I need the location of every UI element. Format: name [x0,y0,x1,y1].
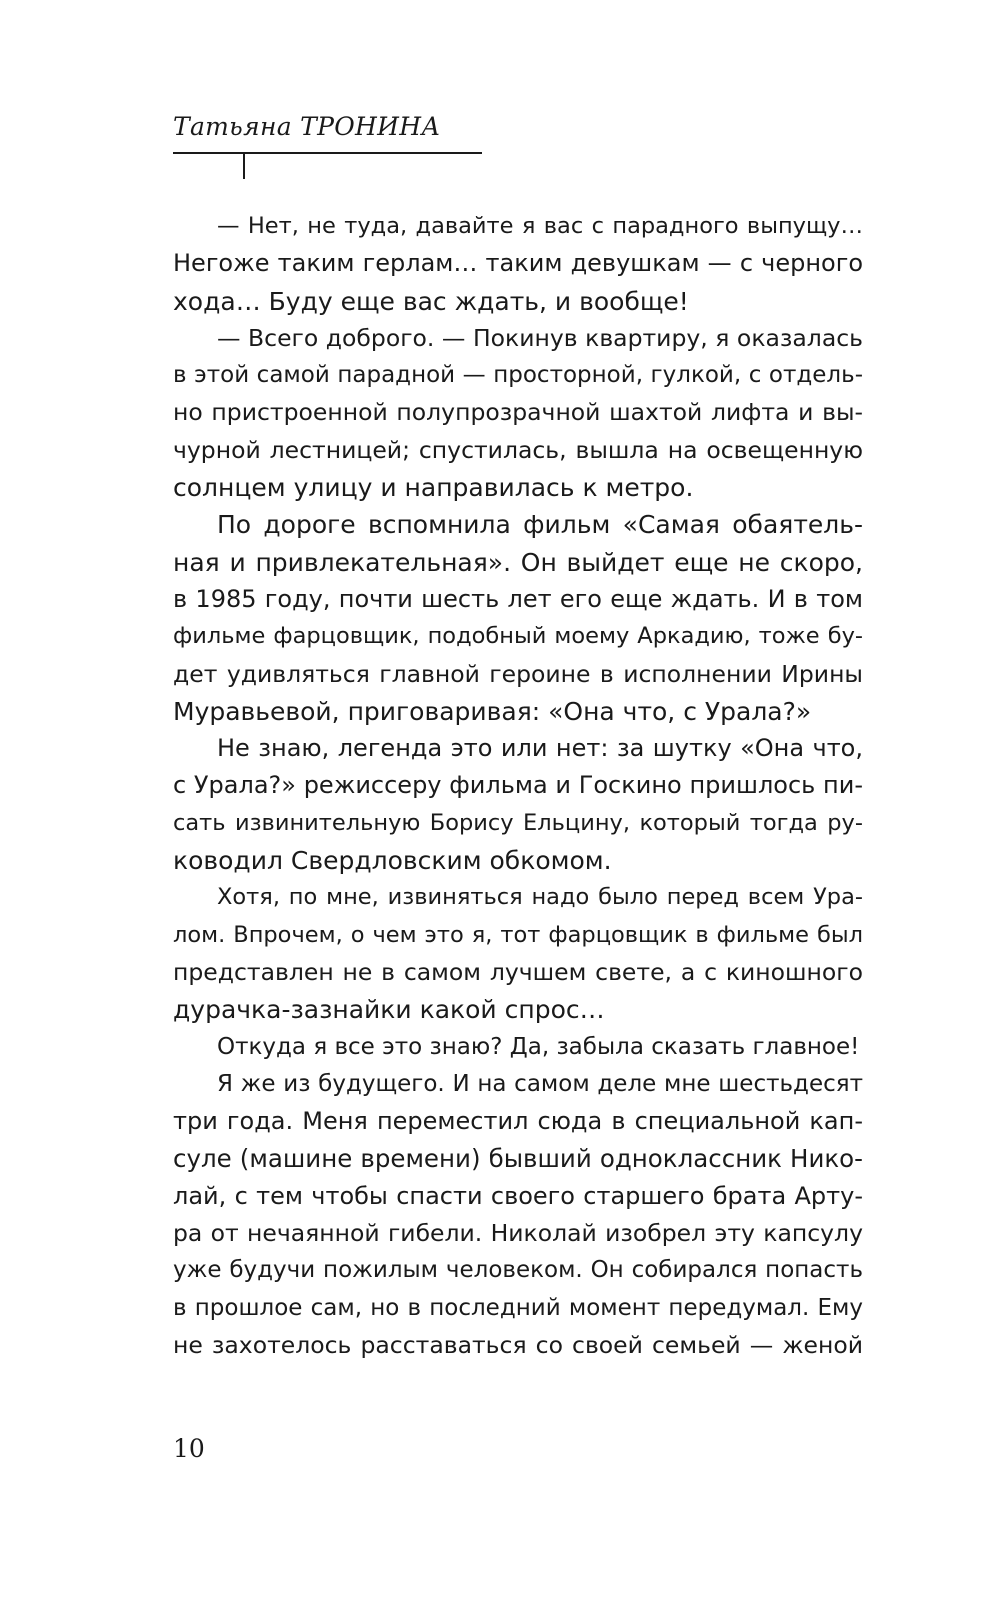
text-line: в этой самой парадной — просторной, гулкой, с отдель- [173,362,863,389]
text-line: солнцем улицу и направилась к метро. [173,473,694,503]
text-line: в прошлое сам, но в последний момент передумал. Ему [173,1294,863,1321]
text-line: чурной лестницей; спустилась, вышла на освещенную [173,435,863,464]
header-rule-tick [243,153,245,179]
text-line: с Урала?» режиссеру фильма и Госкино пришлось пи- [173,771,863,800]
text-line: суле (машине времени) бывший одноклассник Нико- [173,1144,863,1174]
text-line: — Всего доброго. — Покинув квартиру, я оказалась [217,323,863,352]
page-number: 10 [173,1434,205,1463]
text-line: уже будучи пожилым человеком. Он собирался попасть [173,1257,863,1284]
text-line: По дороге вспомнила фильм «Самая обаятель- [217,510,863,540]
text-line: хода… Буду еще вас ждать, и вообще! [173,286,689,316]
text-line: представлен не в самом лучшем свете, а с киношного [173,957,863,986]
text-line: в 1985 году, почти шесть лет его еще ждать. И в том [173,584,863,613]
text-line: Не знаю, легенда это или нет: за шутку «Она что, [217,734,863,763]
text-line: лай, с тем чтобы спасти своего старшего брата Арту- [173,1181,863,1210]
text-line: Я же из будущего. И на самом деле мне шестьдесят [217,1070,863,1097]
text-line: дет удивляться главной героине в исполнении Ирины [173,659,863,688]
text-line: сать извинительную Борису Ельцину, который тогда ру- [173,809,863,836]
running-head: Татьяна ТРОНИНА [173,112,441,141]
text-line: фильме фарцовщик, подобный моему Аркадию, тоже бу- [173,623,863,650]
text-line: — Нет, не туда, давайте я вас с парадного выпущу… [217,213,863,239]
text-line: ра от нечаянной гибели. Николай изобрел эту капсулу [173,1219,863,1248]
text-line: Негоже таким герлам… таким девушкам — с черного [173,249,863,278]
text-line: не захотелось расставаться со своей семьей — женой [173,1330,863,1359]
text-line: ная и привлекательная». Он выйдет еще не скоро, [173,547,863,577]
text-line: Откуда я все это знаю? Да, забыла сказать главное! [217,1033,860,1060]
body-text [173,208,863,1364]
text-line: три года. Меня переместил сюда в специальной кап- [173,1107,863,1136]
text-line: но пристроенной полупрозрачной шахтой лифта и вы- [173,398,863,427]
text-line: дурачка-зазнайки какой спрос… [173,995,605,1025]
header-rule [173,152,482,154]
text-line: ководил Свердловским обкомом. [173,846,612,876]
text-line: Хотя, по мне, извиняться надо было перед всем Ура- [217,884,863,911]
text-line: Муравьевой, приговаривая: «Она что, с Урала?» [173,696,812,726]
text-line: лом. Впрочем, о чем это я, тот фарцовщик в фильме был [173,921,863,948]
